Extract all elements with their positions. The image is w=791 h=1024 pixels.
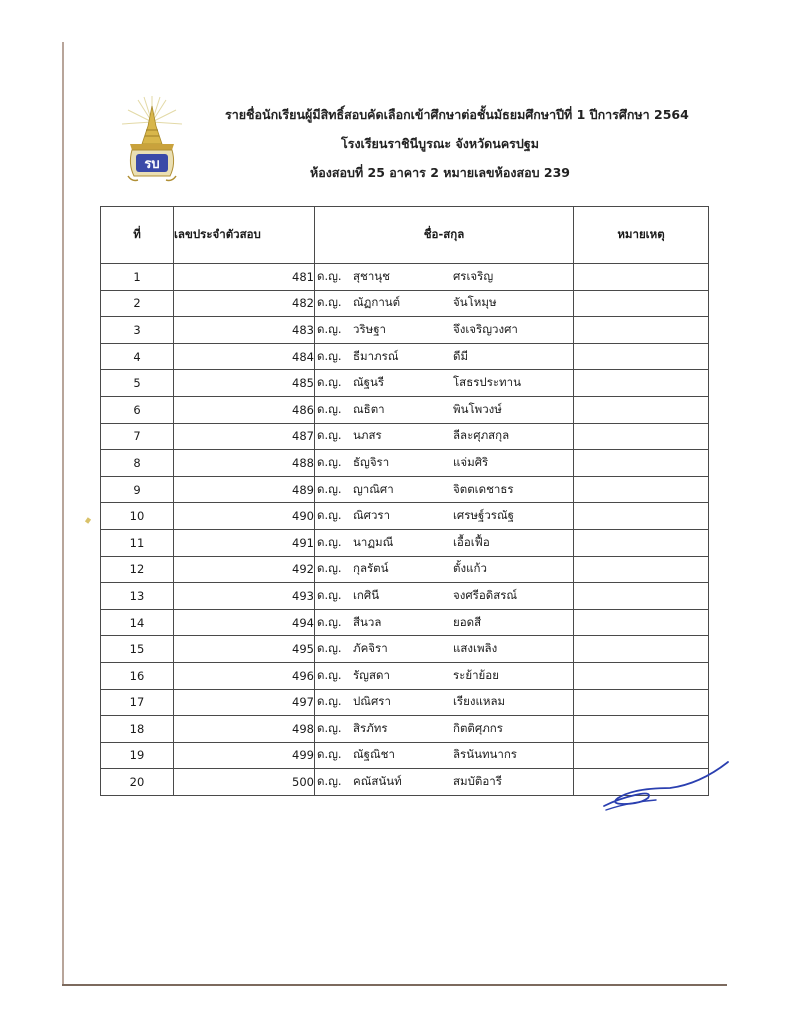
row-note xyxy=(574,450,709,477)
table-row xyxy=(101,264,709,291)
row-name-title: ด.ญ. xyxy=(317,694,342,709)
row-note xyxy=(574,370,709,397)
row-exam-id: 499 xyxy=(174,742,315,769)
table-row xyxy=(101,689,709,716)
row-first-name: ภัคจิรา xyxy=(353,641,388,656)
row-name xyxy=(315,450,574,477)
table-header-row xyxy=(101,207,709,264)
header-exam-id: เลขประจำตัวสอบ xyxy=(174,207,315,264)
student-roster-table xyxy=(100,206,709,796)
row-no: 17 xyxy=(101,689,174,716)
row-name-title: ด.ญ. xyxy=(317,747,342,762)
row-last-name: พินโพวงษ์ xyxy=(453,401,502,416)
table-row xyxy=(101,662,709,689)
paper-speck xyxy=(85,517,91,523)
row-name xyxy=(315,583,574,610)
row-exam-id: 498 xyxy=(174,716,315,743)
row-note xyxy=(574,556,709,583)
table-row xyxy=(101,529,709,556)
row-name xyxy=(315,396,574,423)
row-first-name: รัญสดา xyxy=(353,667,390,682)
row-first-name: ธัญจิรา xyxy=(353,454,390,469)
row-name xyxy=(315,716,574,743)
svg-text:รบ: รบ xyxy=(144,157,160,172)
row-first-name: สีนวล xyxy=(353,614,382,629)
row-name-title: ด.ญ. xyxy=(317,481,342,496)
table-row xyxy=(101,583,709,610)
row-exam-id: 493 xyxy=(174,583,315,610)
row-name xyxy=(315,689,574,716)
table-row xyxy=(101,503,709,530)
row-first-name: เกศินี xyxy=(353,587,380,602)
header-name: ชื่อ-สกุล xyxy=(315,207,574,264)
header-school: โรงเรียนราชินีบูรณะ จังหวัดนครปฐม xyxy=(341,136,539,151)
row-name-title: ด.ญ. xyxy=(317,454,342,469)
row-last-name: เศรษฐ์วรณัฐ xyxy=(453,508,514,523)
table-row xyxy=(101,423,709,450)
row-first-name: วริษฐา xyxy=(353,321,387,336)
header-no: ที่ xyxy=(101,207,174,264)
row-name xyxy=(315,423,574,450)
row-no: 18 xyxy=(101,716,174,743)
row-no: 7 xyxy=(101,423,174,450)
row-note xyxy=(574,343,709,370)
row-last-name: จึงเจริญวงศา xyxy=(453,321,518,336)
row-note xyxy=(574,503,709,530)
row-last-name: เรียงแหลม xyxy=(453,694,506,709)
row-last-name: กิตติศุภกร xyxy=(453,720,503,735)
row-name xyxy=(315,264,574,291)
row-last-name: แจ่มศิริ xyxy=(453,454,489,469)
row-note xyxy=(574,609,709,636)
row-name xyxy=(315,609,574,636)
row-name-title: ด.ญ. xyxy=(317,587,342,602)
row-name-title: ด.ญ. xyxy=(317,428,342,443)
table-row xyxy=(101,450,709,477)
row-no: 3 xyxy=(101,317,174,344)
row-last-name: สมบัติอารี xyxy=(453,774,502,789)
row-last-name: ยอดสี xyxy=(453,614,482,629)
row-note xyxy=(574,529,709,556)
row-exam-id: 495 xyxy=(174,636,315,663)
row-no: 2 xyxy=(101,290,174,317)
row-no: 8 xyxy=(101,450,174,477)
handwritten-signature-icon xyxy=(600,758,730,818)
row-first-name: ธีมาภรณ์ xyxy=(353,348,399,363)
row-first-name: นาฏมณี xyxy=(353,534,394,549)
row-exam-id: 496 xyxy=(174,662,315,689)
table-row xyxy=(101,317,709,344)
row-last-name: ลีละศุภสกุล xyxy=(453,428,510,443)
row-name xyxy=(315,662,574,689)
row-exam-id: 490 xyxy=(174,503,315,530)
row-first-name: นภสร xyxy=(353,428,382,443)
row-exam-id: 481 xyxy=(174,264,315,291)
row-exam-id: 489 xyxy=(174,476,315,503)
header-title: รายชื่อนักเรียนผู้มีสิทธิ์สอบคัดเลือกเข้าศึกษาต่อชั้นมัธยมศึกษาปีที่ 1 ปีการศึกษา 2564 xyxy=(225,107,689,122)
row-name-title: ด.ญ. xyxy=(317,561,342,576)
school-crest-icon xyxy=(118,92,186,188)
row-name-title: ด.ญ. xyxy=(317,268,342,283)
row-name xyxy=(315,529,574,556)
row-exam-id: 484 xyxy=(174,343,315,370)
row-note xyxy=(574,636,709,663)
row-note xyxy=(574,423,709,450)
table-row xyxy=(101,290,709,317)
row-name-title: ด.ญ. xyxy=(317,321,342,336)
row-name xyxy=(315,742,574,769)
row-first-name: สุชานุช xyxy=(353,268,390,283)
row-note xyxy=(574,662,709,689)
row-note xyxy=(574,317,709,344)
row-name xyxy=(315,343,574,370)
row-last-name: จิตตเดชาธร xyxy=(453,481,514,496)
row-name xyxy=(315,556,574,583)
row-no: 16 xyxy=(101,662,174,689)
row-first-name: ณิศวรา xyxy=(353,508,391,523)
row-note xyxy=(574,290,709,317)
row-name-title: ด.ญ. xyxy=(317,375,342,390)
row-name-title: ด.ญ. xyxy=(317,508,342,523)
row-name-title: ด.ญ. xyxy=(317,720,342,735)
row-no: 5 xyxy=(101,370,174,397)
row-note xyxy=(574,689,709,716)
row-note xyxy=(574,476,709,503)
row-no: 4 xyxy=(101,343,174,370)
row-last-name: ระย้าย้อย xyxy=(453,667,499,682)
row-exam-id: 483 xyxy=(174,317,315,344)
row-first-name: ณธิตา xyxy=(353,401,385,416)
page-edge-bottom xyxy=(62,984,727,986)
row-name-title: ด.ญ. xyxy=(317,534,342,549)
row-no: 15 xyxy=(101,636,174,663)
table-row xyxy=(101,716,709,743)
row-first-name: คณัสนันท์ xyxy=(353,774,402,789)
row-last-name: แสงเพลิง xyxy=(453,641,498,656)
table-row xyxy=(101,609,709,636)
row-no: 13 xyxy=(101,583,174,610)
row-note xyxy=(574,264,709,291)
row-exam-id: 497 xyxy=(174,689,315,716)
row-no: 9 xyxy=(101,476,174,503)
row-name-title: ด.ญ. xyxy=(317,295,342,310)
table-row xyxy=(101,370,709,397)
row-first-name: ณัฐณิชา xyxy=(353,747,395,762)
table-row xyxy=(101,476,709,503)
row-no: 19 xyxy=(101,742,174,769)
row-last-name: โสธรประทาน xyxy=(453,375,521,390)
row-name-title: ด.ญ. xyxy=(317,774,342,789)
table-row xyxy=(101,556,709,583)
row-exam-id: 485 xyxy=(174,370,315,397)
row-last-name: ลิรนันทนากร xyxy=(453,747,517,762)
row-first-name: กุลรัตน์ xyxy=(353,561,389,576)
row-name xyxy=(315,317,574,344)
row-exam-id: 492 xyxy=(174,556,315,583)
row-note xyxy=(574,716,709,743)
row-exam-id: 494 xyxy=(174,609,315,636)
row-name-title: ด.ญ. xyxy=(317,401,342,416)
row-first-name: ญาณิศา xyxy=(353,481,394,496)
row-name-title: ด.ญ. xyxy=(317,348,342,363)
row-no: 11 xyxy=(101,529,174,556)
row-name-title: ด.ญ. xyxy=(317,667,342,682)
row-last-name: ตั้งแก้ว xyxy=(453,561,487,576)
row-name xyxy=(315,370,574,397)
row-name xyxy=(315,636,574,663)
row-name-title: ด.ญ. xyxy=(317,614,342,629)
row-no: 12 xyxy=(101,556,174,583)
row-exam-id: 487 xyxy=(174,423,315,450)
row-name xyxy=(315,503,574,530)
row-exam-id: 500 xyxy=(174,769,315,796)
header-exam-room: ห้องสอบที่ 25 อาคาร 2 หมายเลขห้องสอบ 239 xyxy=(310,165,570,180)
row-name xyxy=(315,769,574,796)
table-row xyxy=(101,396,709,423)
row-last-name: จันโหมุษ xyxy=(453,295,497,310)
row-last-name: จงศรีอดิสรณ์ xyxy=(453,587,518,602)
row-note xyxy=(574,396,709,423)
row-no: 20 xyxy=(101,769,174,796)
row-last-name: เอื้อเฟื้อ xyxy=(453,534,490,549)
page-edge-left xyxy=(62,42,64,985)
table-row xyxy=(101,343,709,370)
header-note: หมายเหตุ xyxy=(574,207,709,264)
row-first-name: ปณิศรา xyxy=(353,694,391,709)
row-last-name: ดีมี xyxy=(453,348,469,363)
row-note xyxy=(574,583,709,610)
row-first-name: สิรภัทร xyxy=(353,720,388,735)
table-body xyxy=(101,264,709,796)
table-row xyxy=(101,636,709,663)
row-first-name: ณัฏกานต์ xyxy=(353,295,401,310)
row-exam-id: 491 xyxy=(174,529,315,556)
row-last-name: ศรเจริญ xyxy=(453,268,494,283)
row-no: 6 xyxy=(101,396,174,423)
row-name xyxy=(315,476,574,503)
row-name xyxy=(315,290,574,317)
row-exam-id: 486 xyxy=(174,396,315,423)
row-name-title: ด.ญ. xyxy=(317,641,342,656)
row-no: 14 xyxy=(101,609,174,636)
row-no: 1 xyxy=(101,264,174,291)
document-header xyxy=(225,100,689,187)
row-no: 10 xyxy=(101,503,174,530)
row-exam-id: 482 xyxy=(174,290,315,317)
row-exam-id: 488 xyxy=(174,450,315,477)
row-first-name: ณัฐนรี xyxy=(353,375,385,390)
